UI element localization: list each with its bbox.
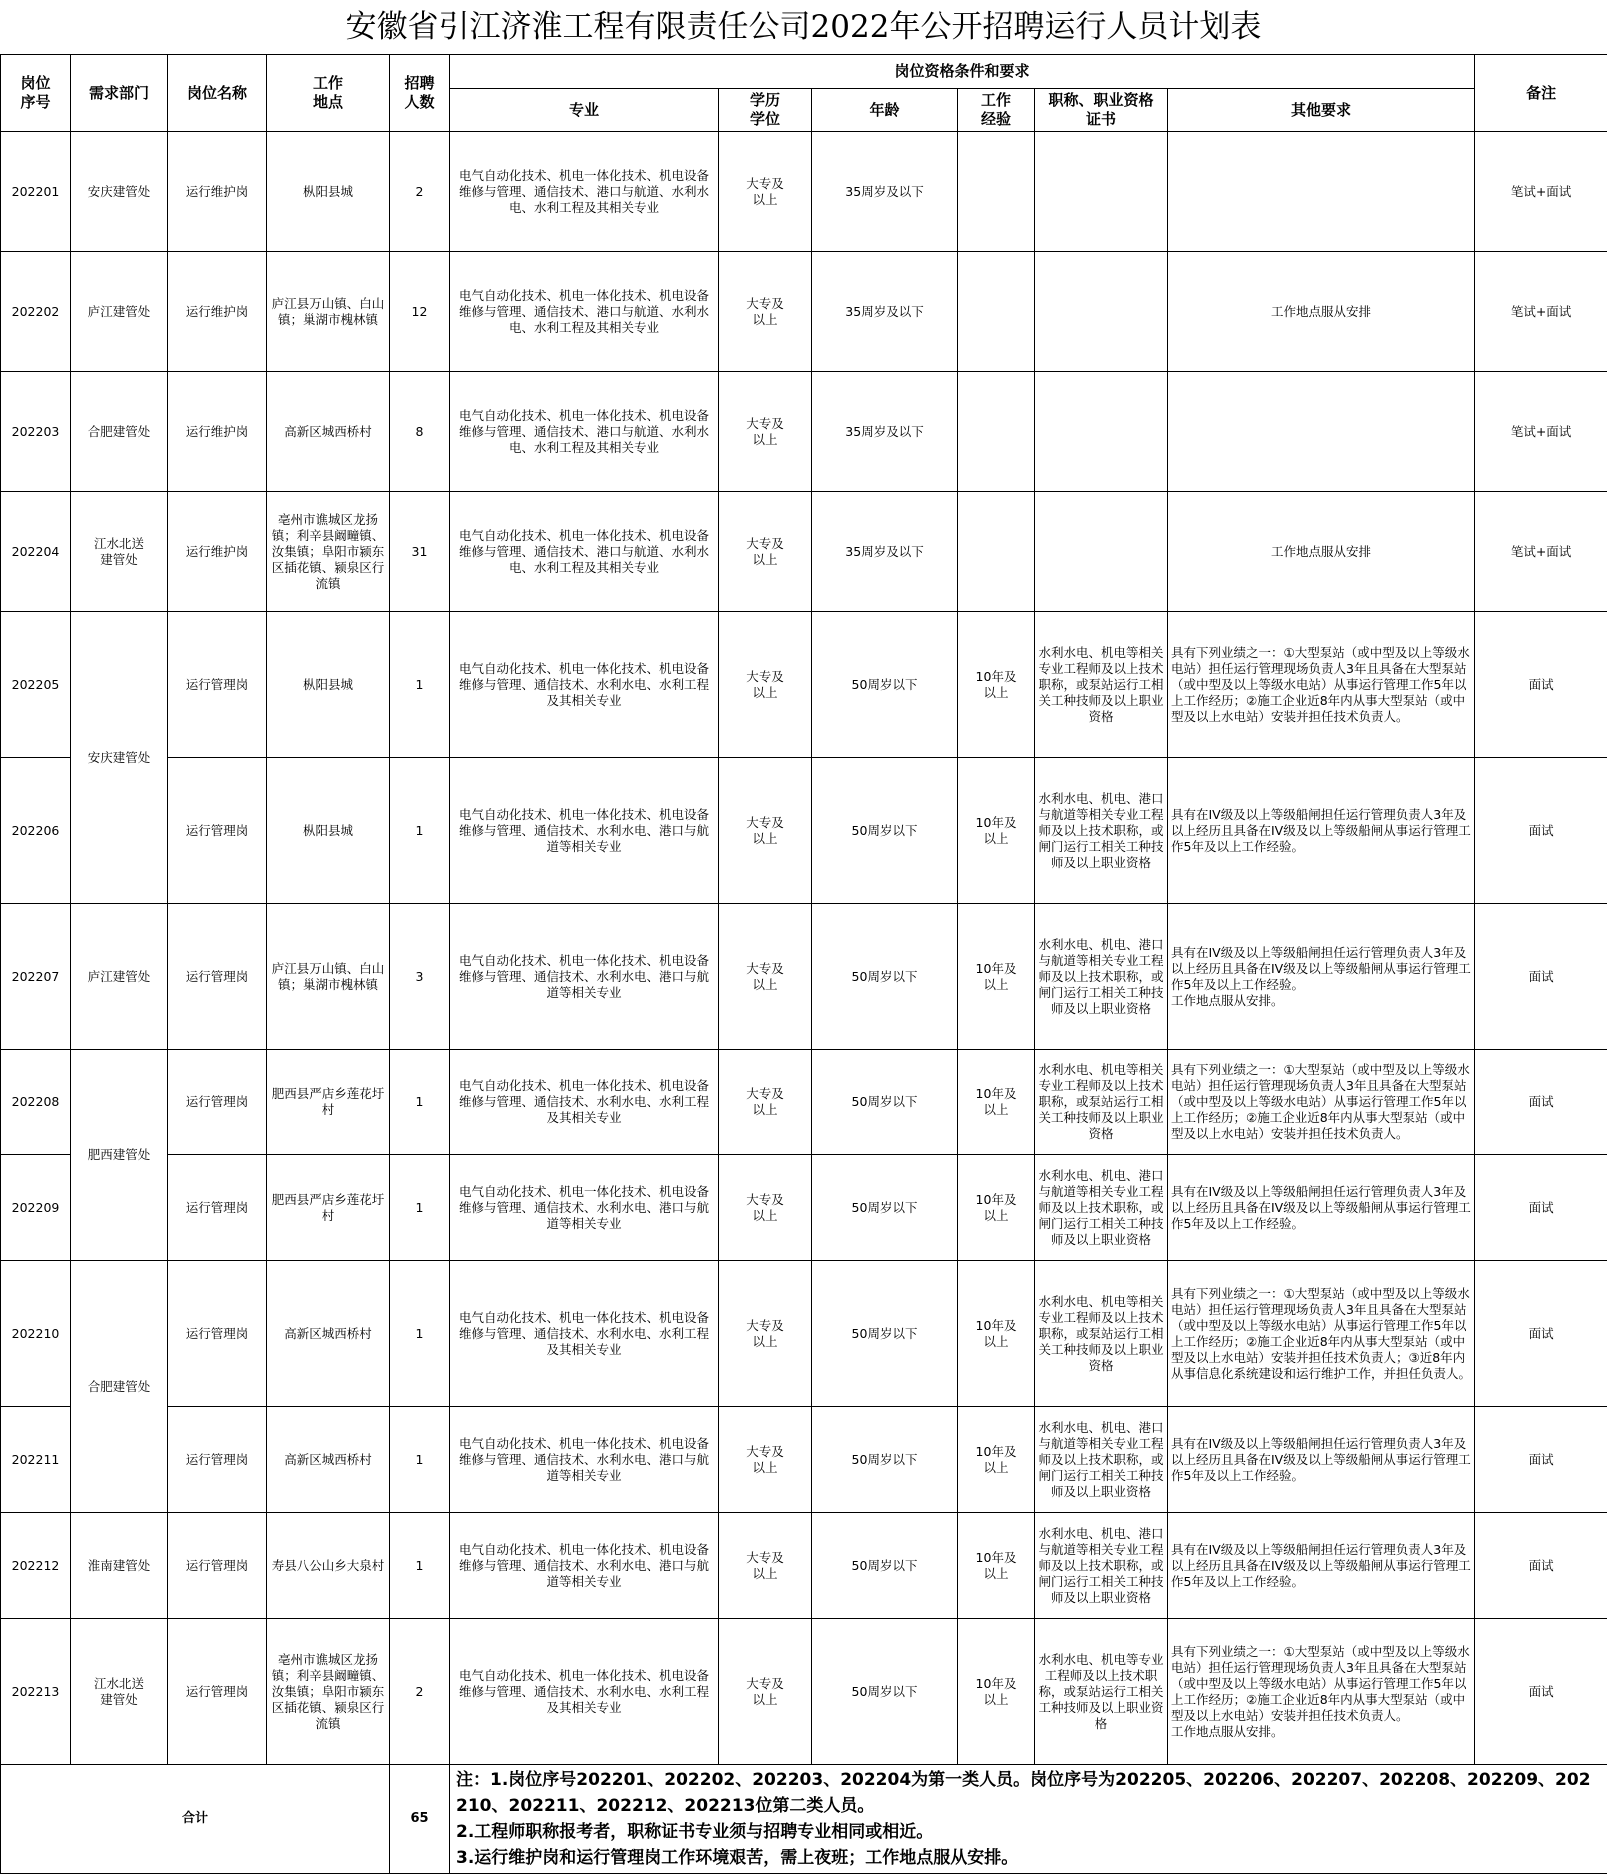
cell-major: 电气自动化技术、机电一体化技术、机电设备维修与管理、通信技术、水利水电、港口与航道等相关专业 xyxy=(450,1155,719,1261)
cell-dept: 庐江建管处 xyxy=(71,904,168,1050)
cell-location: 寿县八公山乡大泉村 xyxy=(267,1513,390,1619)
cell-location: 高新区城西桥村 xyxy=(267,1407,390,1513)
cell-other: 具有在IV级及以上等级船闸担任运行管理负责人3年及以上经历且具备在IV级及以上等级船闸从事运行管理工作5年及以上工作经验。 xyxy=(1168,1155,1475,1261)
cell-major: 电气自动化技术、机电一体化技术、机电设备维修与管理、通信技术、港口与航道、水利水电、水利工程及其相关专业 xyxy=(450,132,719,252)
header-education: 学历 学位 xyxy=(719,89,812,132)
cell-education: 大专及 以上 xyxy=(719,1407,812,1513)
header-age: 年龄 xyxy=(812,89,958,132)
notes-cell xyxy=(450,1765,1607,1874)
cell-age: 35周岁及以下 xyxy=(812,252,958,372)
cell-major: 电气自动化技术、机电一体化技术、机电设备维修与管理、通信技术、水利水电、港口与航道等相关专业 xyxy=(450,904,719,1050)
cell-experience: 10年及 以上 xyxy=(958,1513,1035,1619)
header-remark: 备注 xyxy=(1475,55,1607,132)
cell-count: 1 xyxy=(390,758,450,904)
cell-certificate: 水利水电、机电、港口与航道等相关专业工程师及以上技术职称，或闸门运行工相关工种技师及以上职业资格 xyxy=(1035,904,1168,1050)
cell-seq: 202213 xyxy=(1,1619,71,1765)
cell-education: 大专及 以上 xyxy=(719,904,812,1050)
cell-dept: 安庆建管处 xyxy=(71,132,168,252)
cell-other: 具有下列业绩之一：①大型泵站（或中型及以上等级水电站）担任运行管理现场负责人3年且具备在大型泵站（或中型及以上等级水电站）从事运行管理工作5年以上工作经历；②施工企业近8年内从事大型泵站（或中型及以上水电站）安装并担任技术负责人。 工作地点服从安排。 xyxy=(1168,1619,1475,1765)
cell-location: 亳州市谯城区龙扬镇；利辛县阚疃镇、汝集镇；阜阳市颍东区插花镇、颍泉区行流镇 xyxy=(267,492,390,612)
cell-seq: 202209 xyxy=(1,1155,71,1261)
cell-dept: 淮南建管处 xyxy=(71,1513,168,1619)
table-row xyxy=(1,492,1607,612)
table-row xyxy=(1,904,1607,1050)
cell-education: 大专及 以上 xyxy=(719,132,812,252)
recruitment-table xyxy=(0,54,1607,1874)
cell-experience xyxy=(958,132,1035,252)
cell-post: 运行管理岗 xyxy=(168,1619,267,1765)
table-row xyxy=(1,1050,1607,1155)
cell-other: 具有下列业绩之一：①大型泵站（或中型及以上等级水电站）担任运行管理现场负责人3年且具备在大型泵站（或中型及以上等级水电站）从事运行管理工作5年以上工作经历；②施工企业近8年内从事大型泵站（或中型及以上水电站）安装并担任技术负责人；③近8年内从事信息化系统建设和运行维护工作，并担任负责人。 xyxy=(1168,1261,1475,1407)
cell-age: 35周岁及以下 xyxy=(812,372,958,492)
cell-major: 电气自动化技术、机电一体化技术、机电设备维修与管理、通信技术、港口与航道、水利水电、水利工程及其相关专业 xyxy=(450,372,719,492)
cell-remark: 面试 xyxy=(1475,904,1607,1050)
cell-count: 1 xyxy=(390,1155,450,1261)
cell-experience: 10年及 以上 xyxy=(958,612,1035,758)
header-count: 招聘 人数 xyxy=(390,55,450,132)
header-location: 工作 地点 xyxy=(267,55,390,132)
cell-age: 50周岁以下 xyxy=(812,1407,958,1513)
cell-location: 枞阳县城 xyxy=(267,132,390,252)
header-post: 岗位名称 xyxy=(168,55,267,132)
cell-education: 大专及 以上 xyxy=(719,758,812,904)
cell-certificate: 水利水电、机电等专业工程师及以上技术职称，或泵站运行工相关工种技师及以上职业资格 xyxy=(1035,1619,1168,1765)
table-row xyxy=(1,132,1607,252)
cell-experience: 10年及 以上 xyxy=(958,1261,1035,1407)
cell-major: 电气自动化技术、机电一体化技术、机电设备维修与管理、通信技术、水利水电、港口与航道等相关专业 xyxy=(450,1407,719,1513)
cell-remark: 笔试+面试 xyxy=(1475,492,1607,612)
table-row xyxy=(1,1619,1607,1765)
cell-seq: 202202 xyxy=(1,252,71,372)
header-seq: 岗位 序号 xyxy=(1,55,71,132)
header-dept: 需求部门 xyxy=(71,55,168,132)
cell-remark: 面试 xyxy=(1475,1050,1607,1155)
cell-count: 1 xyxy=(390,1407,450,1513)
cell-certificate: 水利水电、机电等相关专业工程师及以上技术职称，或泵站运行工相关工种技师及以上职业资格 xyxy=(1035,1261,1168,1407)
cell-certificate xyxy=(1035,372,1168,492)
header-certificate: 职称、职业资格 证书 xyxy=(1035,89,1168,132)
cell-major: 电气自动化技术、机电一体化技术、机电设备维修与管理、通信技术、水利水电、水利工程及其相关专业 xyxy=(450,1619,719,1765)
cell-remark: 面试 xyxy=(1475,1407,1607,1513)
cell-location: 庐江县万山镇、白山镇；巢湖市槐林镇 xyxy=(267,252,390,372)
cell-remark: 面试 xyxy=(1475,758,1607,904)
cell-certificate: 水利水电、机电、港口与航道等相关专业工程师及以上技术职称，或闸门运行工相关工种技师及以上职业资格 xyxy=(1035,1407,1168,1513)
table-row xyxy=(1,372,1607,492)
cell-remark: 面试 xyxy=(1475,1261,1607,1407)
cell-location: 庐江县万山镇、白山镇；巢湖市槐林镇 xyxy=(267,904,390,1050)
cell-education: 大专及 以上 xyxy=(719,372,812,492)
cell-experience: 10年及 以上 xyxy=(958,904,1035,1050)
cell-post: 运行维护岗 xyxy=(168,252,267,372)
cell-education: 大专及 以上 xyxy=(719,1155,812,1261)
cell-dept: 庐江建管处 xyxy=(71,252,168,372)
table-row xyxy=(1,1407,1607,1513)
cell-experience xyxy=(958,492,1035,612)
cell-remark: 笔试+面试 xyxy=(1475,132,1607,252)
cell-certificate: 水利水电、机电等相关专业工程师及以上技术职称，或泵站运行工相关工种技师及以上职业资格 xyxy=(1035,1050,1168,1155)
cell-post: 运行管理岗 xyxy=(168,1261,267,1407)
cell-experience xyxy=(958,252,1035,372)
cell-dept: 江水北送 建管处 xyxy=(71,1619,168,1765)
cell-education: 大专及 以上 xyxy=(719,252,812,372)
cell-other: 工作地点服从安排 xyxy=(1168,252,1475,372)
cell-count: 1 xyxy=(390,1513,450,1619)
cell-seq: 202211 xyxy=(1,1407,71,1513)
cell-count: 8 xyxy=(390,372,450,492)
cell-dept: 江水北送 建管处 xyxy=(71,492,168,612)
cell-post: 运行维护岗 xyxy=(168,372,267,492)
cell-age: 35周岁及以下 xyxy=(812,132,958,252)
table-row xyxy=(1,252,1607,372)
cell-seq: 202207 xyxy=(1,904,71,1050)
total-label: 合计 xyxy=(1,1765,390,1874)
page-title: 安徽省引江济淮工程有限责任公司2022年公开招聘运行人员计划表 xyxy=(0,0,1607,54)
table-row xyxy=(1,1513,1607,1619)
cell-dept: 合肥建管处 xyxy=(71,1261,168,1513)
cell-location: 高新区城西桥村 xyxy=(267,1261,390,1407)
cell-seq: 202204 xyxy=(1,492,71,612)
cell-education: 大专及 以上 xyxy=(719,612,812,758)
cell-experience: 10年及 以上 xyxy=(958,1407,1035,1513)
cell-education: 大专及 以上 xyxy=(719,1619,812,1765)
cell-certificate: 水利水电、机电、港口与航道等相关专业工程师及以上技术职称，或闸门运行工相关工种技师及以上职业资格 xyxy=(1035,1155,1168,1261)
cell-other xyxy=(1168,372,1475,492)
cell-major: 电气自动化技术、机电一体化技术、机电设备维修与管理、通信技术、水利水电、水利工程及其相关专业 xyxy=(450,612,719,758)
cell-age: 50周岁以下 xyxy=(812,904,958,1050)
cell-experience xyxy=(958,372,1035,492)
cell-other: 工作地点服从安排 xyxy=(1168,492,1475,612)
cell-age: 50周岁以下 xyxy=(812,1050,958,1155)
cell-location: 枞阳县城 xyxy=(267,612,390,758)
cell-post: 运行管理岗 xyxy=(168,612,267,758)
cell-count: 2 xyxy=(390,132,450,252)
total-row xyxy=(1,1765,1607,1874)
cell-seq: 202201 xyxy=(1,132,71,252)
cell-count: 1 xyxy=(390,612,450,758)
cell-experience: 10年及 以上 xyxy=(958,1050,1035,1155)
total-value: 65 xyxy=(390,1765,450,1874)
cell-education: 大专及 以上 xyxy=(719,1513,812,1619)
cell-age: 50周岁以下 xyxy=(812,612,958,758)
cell-major: 电气自动化技术、机电一体化技术、机电设备维修与管理、通信技术、港口与航道、水利水电、水利工程及其相关专业 xyxy=(450,252,719,372)
cell-certificate xyxy=(1035,492,1168,612)
cell-count: 1 xyxy=(390,1261,450,1407)
cell-remark: 面试 xyxy=(1475,1513,1607,1619)
cell-seq: 202203 xyxy=(1,372,71,492)
cell-post: 运行维护岗 xyxy=(168,132,267,252)
cell-seq: 202212 xyxy=(1,1513,71,1619)
cell-other: 具有在IV级及以上等级船闸担任运行管理负责人3年及以上经历且具备在IV级及以上等级船闸从事运行管理工作5年及以上工作经验。 xyxy=(1168,1407,1475,1513)
cell-count: 12 xyxy=(390,252,450,372)
cell-dept: 安庆建管处 xyxy=(71,612,168,904)
cell-post: 运行维护岗 xyxy=(168,492,267,612)
cell-major: 电气自动化技术、机电一体化技术、机电设备维修与管理、通信技术、水利水电、港口与航道等相关专业 xyxy=(450,1513,719,1619)
cell-other: 具有下列业绩之一：①大型泵站（或中型及以上等级水电站）担任运行管理现场负责人3年且具备在大型泵站（或中型及以上等级水电站）从事运行管理工作5年以上工作经历；②施工企业近8年内从事大型泵站（或中型及以上水电站）安装并担任技术负责人。 xyxy=(1168,612,1475,758)
cell-major: 电气自动化技术、机电一体化技术、机电设备维修与管理、通信技术、水利水电、水利工程及其相关专业 xyxy=(450,1261,719,1407)
cell-age: 50周岁以下 xyxy=(812,1155,958,1261)
cell-count: 3 xyxy=(390,904,450,1050)
cell-certificate xyxy=(1035,132,1168,252)
cell-post: 运行管理岗 xyxy=(168,904,267,1050)
header-major: 专业 xyxy=(450,89,719,132)
cell-post: 运行管理岗 xyxy=(168,1407,267,1513)
cell-dept: 肥西建管处 xyxy=(71,1050,168,1261)
cell-location: 肥西县严店乡莲花圩村 xyxy=(267,1050,390,1155)
cell-age: 50周岁以下 xyxy=(812,1261,958,1407)
cell-major: 电气自动化技术、机电一体化技术、机电设备维修与管理、通信技术、水利水电、水利工程及其相关专业 xyxy=(450,1050,719,1155)
cell-post: 运行管理岗 xyxy=(168,1155,267,1261)
cell-location: 亳州市谯城区龙扬镇；利辛县阚疃镇、汝集镇；阜阳市颍东区插花镇、颍泉区行流镇 xyxy=(267,1619,390,1765)
cell-experience: 10年及 以上 xyxy=(958,758,1035,904)
cell-post: 运行管理岗 xyxy=(168,1513,267,1619)
table-row xyxy=(1,1155,1607,1261)
cell-other xyxy=(1168,132,1475,252)
cell-seq: 202210 xyxy=(1,1261,71,1407)
cell-remark: 面试 xyxy=(1475,1155,1607,1261)
cell-education: 大专及 以上 xyxy=(719,492,812,612)
cell-certificate: 水利水电、机电等相关专业工程师及以上技术职称，或泵站运行工相关工种技师及以上职业资格 xyxy=(1035,612,1168,758)
cell-remark: 面试 xyxy=(1475,612,1607,758)
cell-age: 35周岁及以下 xyxy=(812,492,958,612)
cell-experience: 10年及 以上 xyxy=(958,1619,1035,1765)
cell-certificate: 水利水电、机电、港口与航道等相关专业工程师及以上技术职称，或闸门运行工相关工种技师及以上职业资格 xyxy=(1035,758,1168,904)
cell-other: 具有在IV级及以上等级船闸担任运行管理负责人3年及以上经历且具备在IV级及以上等级船闸从事运行管理工作5年及以上工作经验。 工作地点服从安排。 xyxy=(1168,904,1475,1050)
note-1: 注：1.岗位序号202201、202202、202203、202204为第一类人员。岗位序号为202205、202206、202207、202208、202209、202210、202211、202212、202213位第二类人员。 xyxy=(456,1767,1601,1819)
cell-remark: 面试 xyxy=(1475,1619,1607,1765)
cell-education: 大专及 以上 xyxy=(719,1261,812,1407)
cell-post: 运行管理岗 xyxy=(168,758,267,904)
cell-other: 具有下列业绩之一：①大型泵站（或中型及以上等级水电站）担任运行管理现场负责人3年且具备在大型泵站（或中型及以上等级水电站）从事运行管理工作5年以上工作经历；②施工企业近8年内从事大型泵站（或中型及以上水电站）安装并担任技术负责人。 xyxy=(1168,1050,1475,1155)
table-row xyxy=(1,612,1607,758)
table-row xyxy=(1,758,1607,904)
cell-seq: 202205 xyxy=(1,612,71,758)
cell-count: 2 xyxy=(390,1619,450,1765)
cell-education: 大专及 以上 xyxy=(719,1050,812,1155)
cell-major: 电气自动化技术、机电一体化技术、机电设备维修与管理、通信技术、水利水电、港口与航道等相关专业 xyxy=(450,758,719,904)
cell-certificate xyxy=(1035,252,1168,372)
cell-location: 枞阳县城 xyxy=(267,758,390,904)
cell-seq: 202206 xyxy=(1,758,71,904)
note-2: 2.工程师职称报考者，职称证书专业须与招聘专业相同或相近。 xyxy=(456,1819,1601,1845)
cell-age: 50周岁以下 xyxy=(812,758,958,904)
cell-experience: 10年及 以上 xyxy=(958,1155,1035,1261)
header-other: 其他要求 xyxy=(1168,89,1475,132)
cell-location: 肥西县严店乡莲花圩村 xyxy=(267,1155,390,1261)
cell-remark: 笔试+面试 xyxy=(1475,252,1607,372)
table-row xyxy=(1,1261,1607,1407)
cell-major: 电气自动化技术、机电一体化技术、机电设备维修与管理、通信技术、港口与航道、水利水电、水利工程及其相关专业 xyxy=(450,492,719,612)
cell-count: 1 xyxy=(390,1050,450,1155)
header-qualifications: 岗位资格条件和要求 xyxy=(450,55,1475,89)
header-experience: 工作 经验 xyxy=(958,89,1035,132)
cell-location: 高新区城西桥村 xyxy=(267,372,390,492)
cell-remark: 笔试+面试 xyxy=(1475,372,1607,492)
cell-seq: 202208 xyxy=(1,1050,71,1155)
cell-age: 50周岁以下 xyxy=(812,1619,958,1765)
cell-count: 31 xyxy=(390,492,450,612)
cell-other: 具有在IV级及以上等级船闸担任运行管理负责人3年及以上经历且具备在IV级及以上等级船闸从事运行管理工作5年及以上工作经验。 xyxy=(1168,1513,1475,1619)
note-3: 3.运行维护岗和运行管理岗工作环境艰苦，需上夜班；工作地点服从安排。 xyxy=(456,1845,1601,1871)
cell-certificate: 水利水电、机电、港口与航道等相关专业工程师及以上技术职称，或闸门运行工相关工种技师及以上职业资格 xyxy=(1035,1513,1168,1619)
cell-dept: 合肥建管处 xyxy=(71,372,168,492)
cell-post: 运行管理岗 xyxy=(168,1050,267,1155)
cell-age: 50周岁以下 xyxy=(812,1513,958,1619)
cell-other: 具有在IV级及以上等级船闸担任运行管理负责人3年及以上经历且具备在IV级及以上等级船闸从事运行管理工作5年及以上工作经验。 xyxy=(1168,758,1475,904)
